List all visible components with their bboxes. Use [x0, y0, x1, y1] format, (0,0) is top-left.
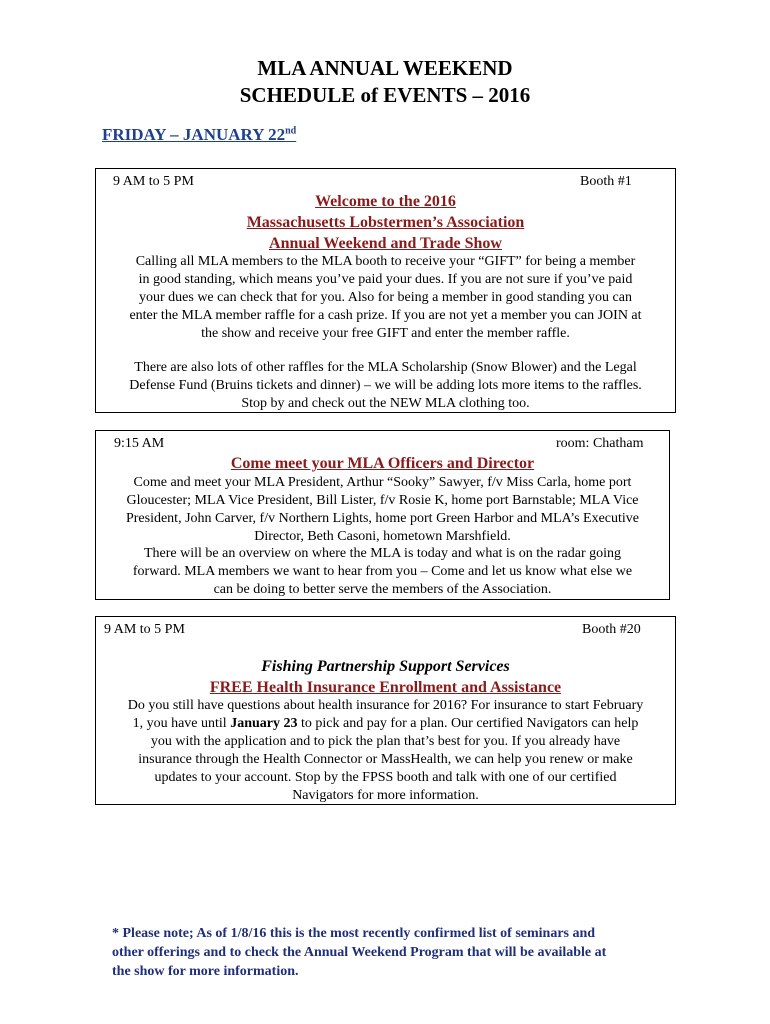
- para-line: enter the MLA member raffle for a cash prize. If you are not yet a member you can JOIN at: [129, 308, 642, 323]
- para-line: Navigators for more information.: [292, 788, 479, 803]
- event-box-welcome: [95, 168, 676, 413]
- event-paragraph: [96, 545, 669, 599]
- event-paragraph: [96, 359, 675, 413]
- event-location: Booth #1: [580, 174, 632, 189]
- para-line: Gloucester; MLA Vice President, Bill Lister, f/v Rosie K, home port Barnstable; MLA Vice: [126, 493, 639, 508]
- page-title: [0, 55, 770, 109]
- para-line: [96, 715, 675, 733]
- day-label: FRIDAY – JANUARY 22: [102, 125, 286, 144]
- event-paragraph: [96, 697, 675, 805]
- note-line: other offerings and to check the Annual Weekend Program that will be available at: [112, 945, 607, 960]
- para-line: There are also lots of other raffles for the MLA Scholarship (Snow Blower) and the Legal: [134, 360, 637, 375]
- event-time: 9 AM to 5 PM: [104, 622, 185, 637]
- para-line: Calling all MLA members to the MLA booth to receive your “GIFT” for being a member: [135, 254, 636, 269]
- heading-line: Massachusetts Lobstermen’s Association: [246, 214, 525, 231]
- para-line: President, John Carver, f/v Northern Lights, home port Green Harbor and MLA’s Executive: [125, 511, 640, 526]
- title-line-2: SCHEDULE of EVENTS – 2016: [239, 83, 531, 107]
- event-location: room: Chatham: [556, 436, 644, 451]
- heading-line: Welcome to the 2016: [315, 193, 456, 210]
- event-paragraph: [96, 474, 669, 546]
- para-line: can be doing to better serve the members of the Association.: [213, 582, 552, 597]
- para-line: There will be an overview on where the MLA is today and what is on the radar going: [143, 546, 622, 561]
- para-line: Come and meet your MLA President, Arthur “Sooky” Sawyer, f/v Miss Carla, home port: [133, 475, 632, 490]
- event-subheading: Fishing Partnership Support Services: [261, 658, 510, 675]
- para-line: the show and receive your free GIFT and enter the member raffle.: [201, 326, 570, 341]
- deadline-date: January 23: [230, 716, 298, 731]
- day-suffix: nd: [285, 125, 297, 137]
- event-heading: [96, 191, 675, 254]
- para-line: your dues we can check that for you. Also for being a member in good standing you can: [139, 290, 632, 305]
- para-line: insurance through the Health Connector or MassHealth, we can help you renew or make: [138, 752, 633, 767]
- event-box-health-insurance: [95, 616, 676, 805]
- para-line: Do you still have questions about health insurance for 2016? For insurance to start February: [127, 698, 644, 713]
- para-line: in good standing, which means you’ve paid your dues. If you are not sure if you’ve paid: [138, 272, 633, 287]
- event-heading: Come meet your MLA Officers and Director: [230, 455, 535, 472]
- para-line: Director, Beth Casoni, hometown Marshfield.: [254, 529, 511, 544]
- title-line-1: MLA ANNUAL WEEKEND: [257, 56, 513, 80]
- para-text: 1, you have until: [132, 716, 231, 731]
- para-line: forward. MLA members we want to hear from you – Come and let us know what else we: [132, 564, 633, 579]
- event-paragraph: [96, 253, 675, 343]
- day-heading: [102, 125, 296, 145]
- event-location: Booth #20: [582, 622, 641, 637]
- para-line: Defense Fund (Bruins tickets and dinner) – we will be adding lots more items to the raffles.: [129, 378, 642, 393]
- footnote: [112, 924, 672, 981]
- event-box-officers: [95, 430, 670, 600]
- para-line: updates to your account. Stop by the FPSS booth and talk with one of our certified: [154, 770, 617, 785]
- note-line: the show for more information.: [112, 964, 299, 979]
- para-text: to pick and pay for a plan. Our certified Navigators can help: [297, 716, 639, 731]
- event-time: 9 AM to 5 PM: [113, 174, 194, 189]
- event-time: 9:15 AM: [114, 436, 165, 451]
- para-line: Stop by and check out the NEW MLA clothing too.: [241, 396, 530, 411]
- event-heading: FREE Health Insurance Enrollment and Assistance: [209, 679, 562, 696]
- note-line: * Please note; As of 1/8/16 this is the most recently confirmed list of seminars and: [112, 926, 596, 941]
- para-line: you with the application and to pick the plan that’s best for you. If you already have: [150, 734, 621, 749]
- heading-line: Annual Weekend and Trade Show: [269, 235, 502, 252]
